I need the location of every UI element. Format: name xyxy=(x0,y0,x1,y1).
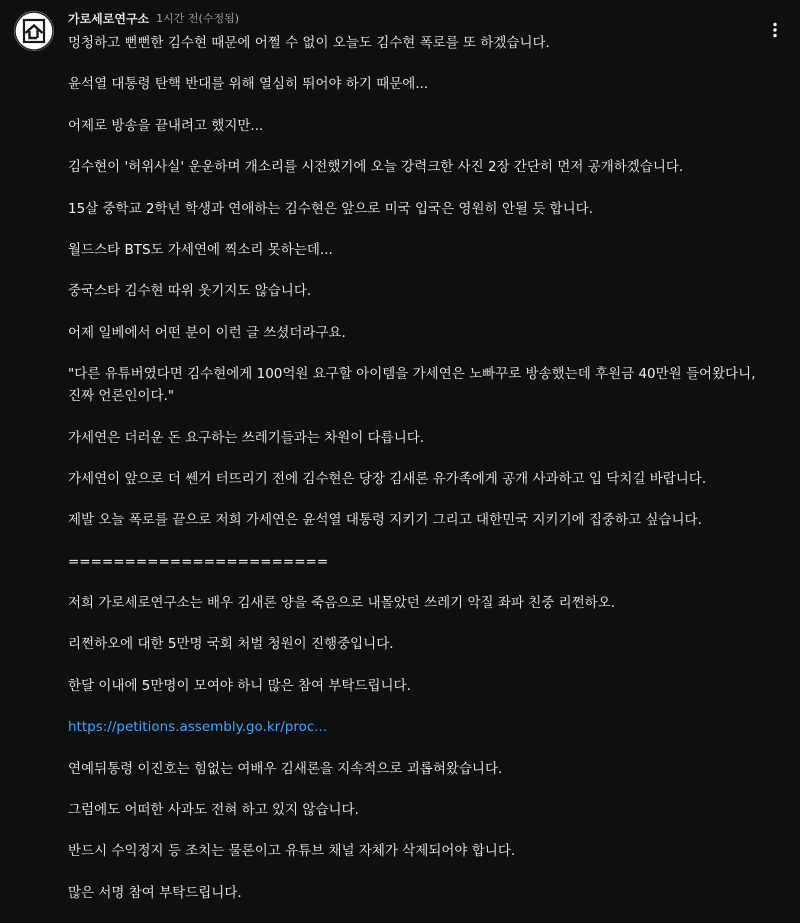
post-paragraph: 많은 서명 참여 부탁드립니다. xyxy=(68,884,242,901)
post-paragraph: 제발 오늘 폭로를 끝으로 저희 가세연은 윤석열 대통령 지키기 그리고 대한민국 지키기에 집중하고 싶습니다. xyxy=(68,512,702,529)
house-logo-icon xyxy=(14,11,54,51)
post-paragraph: 가세연이 앞으로 더 쎈거 터뜨리기 전에 김수현은 당장 김새론 유가족에게 공개 사과하고 입 닥치길 바랍니다. xyxy=(68,470,707,487)
post-paragraph: 김수현이 '허위사실' 운운하며 개소리를 시전했기에 오늘 강력크한 사진 2장 간단히 먼저 공개하겠습니다. xyxy=(68,159,684,176)
post-header xyxy=(68,9,239,27)
post-paragraph: 그럼에도 어떠한 사과도 전혀 하고 있지 않습니다. xyxy=(68,802,359,819)
post-paragraph: 어제 일베에서 어떤 분이 이런 글 쓰셨더라구요. xyxy=(68,324,346,341)
post-paragraph: 반드시 수익정지 등 조치는 물론이고 유튜브 채널 자체가 삭제되어야 합니다. xyxy=(68,843,516,860)
post-paragraph: 어제로 방송을 끝내려고 했지만... xyxy=(68,117,264,134)
post-paragraph: 월드스타 BTS도 가세연에 찍소리 못하는데... xyxy=(68,241,333,258)
channel-name-link[interactable]: 가로세로연구소 xyxy=(68,11,150,26)
divider-text: ======================= xyxy=(68,553,329,570)
post-paragraph: 15살 중학교 2학년 학생과 연애하는 김수현은 앞으로 미국 입국은 영원히 안될 듯 합니다. xyxy=(68,200,593,217)
post-paragraph: 연예뒤통령 이진호는 힘없는 여배우 김새론을 지속적으로 괴롭혀왔습니다. xyxy=(68,760,503,777)
quote-line: 진짜 언론인이다." xyxy=(68,388,175,405)
post-paragraph: 한달 이내에 5만명이 모여야 하니 많은 참여 부탁드립니다. xyxy=(68,677,411,694)
channel-avatar[interactable] xyxy=(14,11,54,51)
post-paragraph: 윤석열 대통령 탄핵 반대를 위해 열심히 뛰어야 하기 때문에... xyxy=(68,76,429,93)
post-paragraph: 중국스타 김수현 따위 웃기지도 않습니다. xyxy=(68,283,312,300)
post-body xyxy=(68,32,788,923)
post-paragraph: 가세연은 더러운 돈 요구하는 쓰레기들과는 차원이 다릅니다. xyxy=(68,429,425,446)
post-paragraph: 저희 가로세로연구소는 배우 김새론 양을 죽음으로 내몰았던 쓰레기 악질 좌파 친중 리쩐하오. xyxy=(68,595,616,612)
petition-link-line xyxy=(68,716,788,738)
post-timestamp[interactable]: 1시간 전(수정됨) xyxy=(156,12,239,25)
petition-link[interactable]: https://petitions.assembly.go.kr/proc... xyxy=(68,719,328,736)
quote-line: "다른 유튜버였다면 김수현에게 100억원 요구할 아이템을 가세연은 노빠꾸로 방송했는데 후원금 40만원 들어왔다니, xyxy=(68,366,756,383)
post-paragraph: 멍청하고 뻔뻔한 김수현 때문에 어쩔 수 없이 오늘도 김수현 폭로를 또 하겠습니다. xyxy=(68,35,550,51)
post-paragraph: 리쩐하오에 대한 5만명 국회 처벌 청원이 진행중입니다. xyxy=(68,636,394,653)
